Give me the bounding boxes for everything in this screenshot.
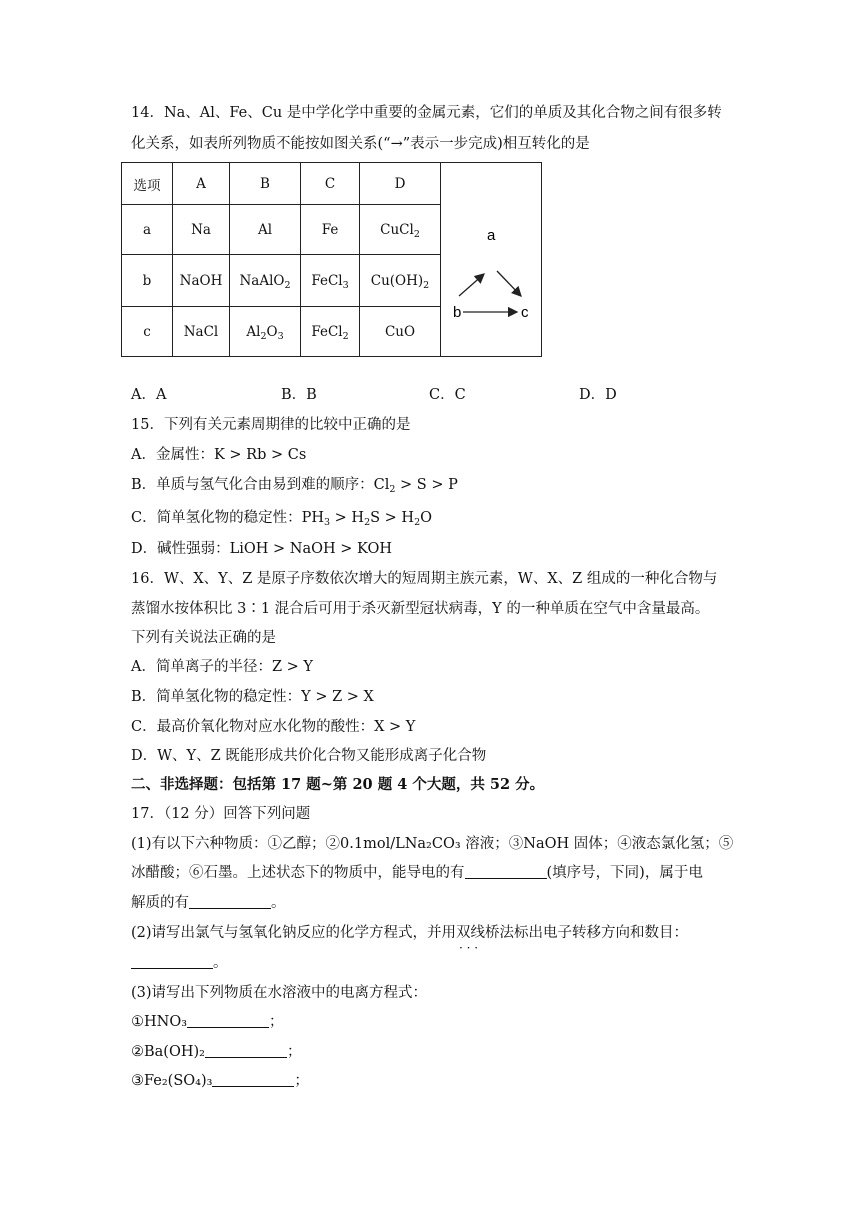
text-segment: (2)请写出氯气与氢氧化钠反应的化学方程式，并用 (131, 925, 457, 941)
table-header-cell: D (360, 163, 441, 205)
answer-blank-hno3[interactable] (187, 1013, 269, 1028)
q17-item-baoh2 (131, 1042, 301, 1062)
choice-d[interactable]: D．D (579, 387, 617, 403)
text-segment: ③Fe₂(SO₄)₃ (131, 1073, 213, 1089)
q16-stem-line3: 下列有关说法正确的是 (131, 630, 276, 646)
option-label: B．单质与氢气化合由易到难的顺序： (131, 477, 374, 493)
option-expression: Y > Z > X (301, 689, 374, 705)
arrow-a-to-c (497, 271, 521, 296)
row-label: b (122, 255, 173, 307)
text-segment: ； (286, 1044, 302, 1060)
option-label: C．简单氢化物的稳定性： (131, 510, 302, 526)
table-cell: CuO (360, 307, 441, 357)
q17-part2-line2 (131, 953, 228, 973)
q17-title: 17．（12 分）回答下列问题 (131, 806, 311, 822)
table-cell: FeCl$_2$ (301, 307, 360, 357)
diagram-label-c: c (521, 303, 529, 318)
q17-part3-stem: (3)请写出下列物质在水溶液中的电离方程式： (131, 985, 428, 1001)
q17-part1-line2 (131, 863, 703, 883)
answer-blank-baoh2[interactable] (205, 1043, 287, 1058)
option-label: A．金属性： (131, 447, 214, 463)
text-segment: ； (269, 1014, 284, 1030)
section-heading: 二、非选择题：包括第 17 题~第 20 题 4 个大题，共 52 分。 (131, 776, 545, 793)
option-expression: $PH_3 > H_2S > H_2O$ (301, 510, 432, 528)
option-expression: X > Y (374, 719, 416, 735)
table-cell: $Cu(OH)_2$ (360, 255, 441, 307)
q15-option-c[interactable] (131, 508, 432, 528)
conversion-diagram-cell (441, 163, 542, 357)
choice-a[interactable]: A．A (131, 387, 167, 403)
table-header-cell: C (301, 163, 360, 205)
q16-stem-line2: 蒸馏水按体积比 3∶1 混合后可用于杀灭新型冠状病毒，Y 的一种单质在空气中含量最高。 (131, 601, 710, 617)
q14-stem-line1: 14．Na、Al、Fe、Cu 是中学化学中重要的金属元素，它们的单质及其化合物之间有很多转 (131, 105, 722, 121)
text-segment: ； (294, 1073, 309, 1089)
arrow-b-to-a (459, 274, 484, 296)
table-cell: NaAlO$_2$ (230, 255, 301, 307)
option-expression: K > Rb > Cs (213, 447, 307, 463)
text-segment: 解质的有 (131, 895, 189, 911)
q14-options-table (121, 162, 542, 357)
table-cell: $Al_2O_3$ (230, 307, 301, 357)
q15-stem: 15．下列有关元素周期律的比较中正确的是 (131, 417, 411, 433)
q15-option-d[interactable] (131, 539, 392, 559)
q17-part1-line1: (1)有以下六种物质：①乙醇；②0.1mol/LNa₂CO₃ 溶液；③NaOH 固体；④液态氯化氢；⑤ (131, 836, 734, 852)
q16-stem-line1: 16．W、X、Y、Z 是原子序数依次增大的短周期主族元素，W、X、Z 组成的一种化合物与 (131, 571, 718, 587)
text-segment: ①HNO₃ (131, 1014, 188, 1030)
q15-option-a[interactable] (131, 445, 306, 465)
option-expression: LiOH > NaOH > KOH (229, 541, 392, 557)
text-segment: ②Ba(OH)₂ (131, 1044, 205, 1060)
q15-option-b[interactable] (131, 475, 458, 495)
text-segment: 。 (213, 955, 228, 971)
choice-c[interactable]: C．C (429, 387, 466, 403)
choice-b[interactable]: B．B (281, 387, 317, 403)
q14-choices (131, 385, 731, 405)
table-header-cell: A (173, 163, 230, 205)
table-cell: NaCl (173, 307, 230, 357)
table-cell: Na (173, 205, 230, 255)
q16-option-a[interactable] (131, 657, 313, 677)
text-segment: 。 (271, 895, 286, 911)
q17-part2-line1 (131, 923, 688, 943)
answer-blank-electrolyte[interactable] (189, 894, 271, 909)
emphasized-text: 双线桥 · · · (456, 925, 500, 941)
answer-blank-fe2so43[interactable] (212, 1072, 294, 1087)
table-cell: NaOH (173, 255, 230, 307)
q16-option-b[interactable] (131, 687, 374, 707)
option-expression: Z > Y (271, 659, 313, 675)
option-label: B．简单氢化物的稳定性： (131, 689, 302, 705)
table-header-cell: 选项 (122, 163, 173, 205)
conversion-diagram (441, 198, 541, 318)
q17-item-fe2so43 (131, 1071, 309, 1091)
diagram-label-b: b (453, 303, 462, 318)
text-segment: 冰醋酸；⑥石墨。上述状态下的物质中，能导电的有 (131, 865, 465, 881)
q17-part1-line3 (131, 893, 286, 913)
option-label: C．最高价氧化物对应水化物的酸性： (131, 719, 375, 735)
table-cell: FeCl$_3$ (301, 255, 360, 307)
row-label: c (122, 307, 173, 357)
q16-option-d[interactable]: D．W、Y、Z 既能形成共价化合物又能形成离子化合物 (131, 748, 487, 764)
q17-item-hno3 (131, 1012, 284, 1032)
answer-blank-conductive[interactable] (465, 864, 547, 879)
text-segment: (填序号，下同)，属于电 (546, 865, 703, 881)
text-segment: 法标出电子转移方向和数目： (499, 925, 689, 941)
q14-stem-line2: 化关系，如表所列物质不能按如图关系(“→”表示一步完成)相互转化的是 (131, 136, 590, 152)
table-header-cell: B (230, 163, 301, 205)
option-expression: $Cl_2 > S > P$ (373, 477, 458, 495)
option-label: D．碱性强弱： (131, 541, 230, 557)
q16-option-c[interactable] (131, 717, 415, 737)
answer-blank-equation[interactable] (131, 954, 213, 969)
row-label: a (122, 205, 173, 255)
table-cell: Al (230, 205, 301, 255)
option-label: A．简单离子的半径： (131, 659, 272, 675)
table-cell: CuCl$_2$ (360, 205, 441, 255)
table-cell: Fe (301, 205, 360, 255)
diagram-label-a: a (487, 226, 496, 244)
